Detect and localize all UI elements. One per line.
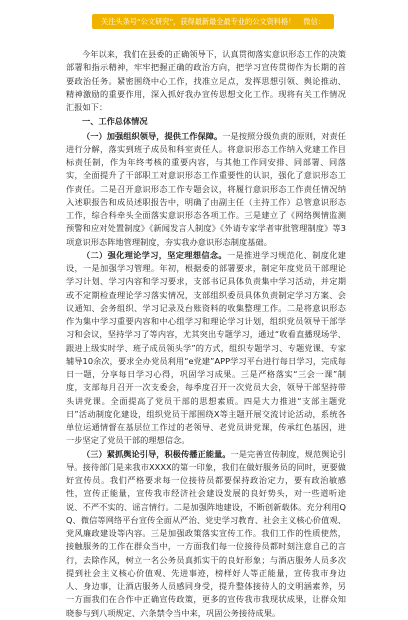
intro-paragraph: 今年以来，我们在县委的正确领导下，认真贯彻落实意识形态工作的决策部署和指示精神，牢牢把握正确的政治方向，把学习宣传贯彻作为长期的首要政治任务。紧密围绕中心工作，找准立足点，发挥思想引领、舆论推动、精神激励的重要作用，深入抓好我办宣传思想文化工作。现将有关工作情况汇报如下：	[66, 49, 346, 112]
banner-contact-label: 微信：	[303, 17, 325, 26]
section-heading: 一、工作总体情况	[82, 116, 148, 127]
block-2-title: （二）强化理论学习，坚定理想信念。	[82, 249, 227, 260]
block-3-title: （三）紧抓舆论引导，积极传播正能量。	[82, 448, 231, 459]
block-3-text: 一是完善宣传制度，规范舆论引导。接待部门是来我市XXXX的第一印象，我们在做好服务员的同时，更要做好宣传员。我们严格要求每一位接待员都要保持政治定力，要有政治敏感性，宣传正能量，宣传我市经济社会建设发展的良好势头，对一些道听途说、不严不实的、谣言情行。二是加强阵地建设，不断创新载体。充分利用QQ、微信等网络平台宣传全面从严治、党史学习教育、社会主义核心价值观、党风廉政建设等内容。三是加强政策落实宣传工作。我们工作的性质使然，接触服务的工作在群众当中，一方面我们每一位接待员都时刻注意自己的言行，去除作风，树立一名公务员真抓实干的良好形象；与酒店服务人员多次提到社会主义核心价值观、先进事迹，榜样好人等正能量，宣传我市身边人、身边事，让酒店服务人员感同身受，提升整体接待人的文明涵素养，另一方面我们在合作中正确宣传政策，更多的宣传我市我现状成果，让群众知晓参与到八项规定、六条禁令当中来，巩固公务接待成果。	[66, 448, 347, 618]
block-2	[66, 249, 346, 448]
block-2-text: 一是推进学习规范化、制度化建设，一是加强学习管理。年初，根据委的部署要求，制定年度党员干部理论学习计划、学习内容和学习要求，支部书记具体负责集中学习活动，并定期或不定期检查理论学习落实情况，支部组织委员具体负责制定学习方案、会议通知、会务组织、学习记录及台账资料的收集整理工作。二是将意识形态作为集中学习重要内容和中心组学习和理论学习计划，组织党员领导干部学习和会议，坚持学习了等内容，尤其突出专题学习，通过“收看直播现场学、跟进上级实时学、班子成员领头学”的方式，组织专题学习、专题党课、专家辅导10余次，要求全办党员利用“e党建”APP学习平台进行每日学习，完成每日一题，分享每日学习心得，巩固学习成果。三是严格落实“三会一课”制度，支部每月召开一次支委会，每季度召开一次党员大会，领导干部坚持带头讲党课。全面提高了党员干部的思想素质。四是大力推进“支部主题党日”活动制度化建设，组织党员干部围绕X等主题开展交流讨论活动，系统各单位运通情督在基层位工作过的老领导、老党员讲党课，传承红色基因，进一步坚定了党员干部的理想信念。	[66, 249, 347, 446]
block-1-title: （一）加强组织领导，提供工作保障。	[82, 130, 223, 141]
banner-text: 关注头条号“公文研究”，获得最新最全最专业的公文资料格！	[101, 17, 296, 26]
promo-banner[interactable]	[92, 14, 334, 29]
block-3	[66, 448, 346, 620]
block-1-text: 一是按照分级负责的原则，对责任进行分解，落实到班子成员和科室责任人。将意识形态工作纳入党建工作目标责任制，作为年终考核的重要内容，与其他工作同安排、同部署、同落实，全面提升了干部职工对意识形态工作重要性的认识，强化了意识形态工作责任。二是召开意识形态工作专题会议，将履行意识形态工作责任情况纳入述职报告和成员述职报告中，明确了由副主任（主持工作）总管意识形态工作，综合科牵头全面落实意识形态各项工作。三是建立了《网络舆情监测预警和应对处置制度》《新闻发言人制度》《外请专家学者审批管理制度》等3项意识形态阵地管理制度，夯实我办意识形态制度基础。	[66, 130, 346, 247]
document-content	[66, 48, 347, 618]
block-1	[66, 130, 346, 249]
